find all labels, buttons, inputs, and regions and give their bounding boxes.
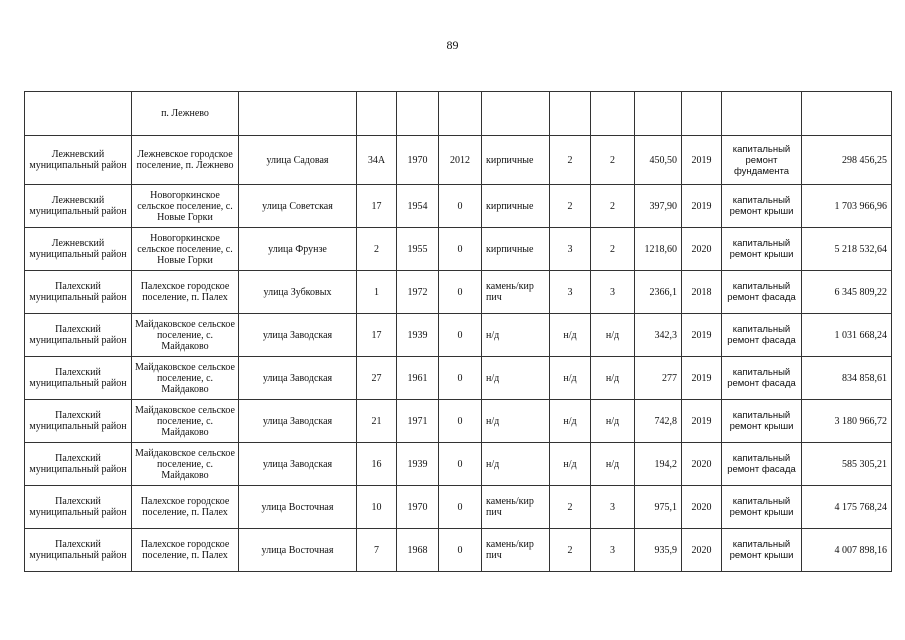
house-cell: 27 (357, 357, 397, 400)
district-cell: Палехский муниципальный район (25, 486, 132, 529)
year-overhaul-cell: 0 (439, 185, 482, 228)
work-type-cell: капитальный ремонт крыши (722, 486, 802, 529)
material-cell: н/д (482, 314, 550, 357)
material-cell (482, 92, 550, 136)
entrances-cell: 3 (591, 529, 635, 572)
work-type-cell: капитальный ремонт фасада (722, 271, 802, 314)
house-cell: 17 (357, 185, 397, 228)
year-overhaul-cell: 0 (439, 443, 482, 486)
year-overhaul-cell: 2012 (439, 136, 482, 185)
district-cell: Палехский муниципальный район (25, 271, 132, 314)
house-cell: 1 (357, 271, 397, 314)
year-built-cell: 1972 (397, 271, 439, 314)
floors-cell: н/д (550, 314, 591, 357)
street-cell: улица Восточная (239, 529, 357, 572)
cost-cell: 585 305,21 (802, 443, 892, 486)
area-cell: 1218,60 (635, 228, 682, 271)
year-built-cell: 1955 (397, 228, 439, 271)
house-cell: 10 (357, 486, 397, 529)
entrances-cell: 3 (591, 486, 635, 529)
street-cell: улица Заводская (239, 357, 357, 400)
area-cell: 397,90 (635, 185, 682, 228)
floors-cell: 2 (550, 185, 591, 228)
entrances-cell: 2 (591, 136, 635, 185)
street-cell: улица Заводская (239, 314, 357, 357)
area-cell: 2366,1 (635, 271, 682, 314)
entrances-cell: н/д (591, 443, 635, 486)
district-cell: Лежневский муниципальный район (25, 136, 132, 185)
plan-year-cell: 2019 (682, 400, 722, 443)
cost-cell: 4 175 768,24 (802, 486, 892, 529)
year-built-cell: 1961 (397, 357, 439, 400)
district-cell: Палехский муниципальный район (25, 357, 132, 400)
district-cell (25, 92, 132, 136)
material-cell: н/д (482, 443, 550, 486)
settlement-cell: Майдаковское сельское поселение, с. Майдаково (132, 443, 239, 486)
entrances-cell: 3 (591, 271, 635, 314)
work-type-cell: капитальный ремонт крыши (722, 400, 802, 443)
material-cell: камень/кир пич (482, 529, 550, 572)
table-row (25, 185, 892, 228)
work-type-cell: капитальный ремонт крыши (722, 529, 802, 572)
plan-year-cell: 2019 (682, 357, 722, 400)
table-row (25, 271, 892, 314)
area-cell: 975,1 (635, 486, 682, 529)
material-cell: кирпичные (482, 228, 550, 271)
material-cell: кирпичные (482, 136, 550, 185)
table-row (25, 400, 892, 443)
plan-year-cell (682, 92, 722, 136)
table-row (25, 228, 892, 271)
entrances-cell (591, 92, 635, 136)
settlement-cell: Новогоркинское сельское поселение, с. Новые Горки (132, 185, 239, 228)
material-cell: камень/кир пич (482, 271, 550, 314)
entrances-cell: 2 (591, 228, 635, 271)
plan-year-cell: 2020 (682, 486, 722, 529)
floors-cell: 2 (550, 486, 591, 529)
year-built-cell: 1971 (397, 400, 439, 443)
area-cell: 277 (635, 357, 682, 400)
year-built-cell: 1939 (397, 314, 439, 357)
year-overhaul-cell: 0 (439, 357, 482, 400)
table-row (25, 357, 892, 400)
entrances-cell: н/д (591, 314, 635, 357)
settlement-cell: Палехское городское поселение, п. Палех (132, 271, 239, 314)
cost-cell: 1 031 668,24 (802, 314, 892, 357)
year-built-cell: 1939 (397, 443, 439, 486)
district-cell: Палехский муниципальный район (25, 314, 132, 357)
year-overhaul-cell: 0 (439, 314, 482, 357)
settlement-cell: Палехское городское поселение, п. Палех (132, 529, 239, 572)
year-built-cell: 1970 (397, 136, 439, 185)
plan-year-cell: 2020 (682, 529, 722, 572)
floors-cell: н/д (550, 443, 591, 486)
street-cell (239, 92, 357, 136)
house-cell: 17 (357, 314, 397, 357)
material-cell: камень/кир пич (482, 486, 550, 529)
cost-cell: 5 218 532,64 (802, 228, 892, 271)
table-row-continued (25, 92, 892, 136)
year-overhaul-cell (439, 92, 482, 136)
street-cell: улица Зубковых (239, 271, 357, 314)
settlement-cell: п. Лежнево (132, 92, 239, 136)
district-cell: Лежневский муниципальный район (25, 228, 132, 271)
floors-cell: 3 (550, 228, 591, 271)
work-type-cell: капитальный ремонт крыши (722, 185, 802, 228)
floors-cell: 2 (550, 529, 591, 572)
settlement-cell: Майдаковское сельское поселение, с. Майдаково (132, 400, 239, 443)
cost-cell: 3 180 966,72 (802, 400, 892, 443)
street-cell: улица Заводская (239, 400, 357, 443)
entrances-cell: н/д (591, 357, 635, 400)
cost-cell: 298 456,25 (802, 136, 892, 185)
plan-year-cell: 2020 (682, 228, 722, 271)
work-type-cell: капитальный ремонт крыши (722, 228, 802, 271)
year-built-cell (397, 92, 439, 136)
page-number: 89 (446, 38, 459, 52)
plan-year-cell: 2018 (682, 271, 722, 314)
house-cell: 7 (357, 529, 397, 572)
work-type-cell: капитальный ремонт фундамента (722, 136, 802, 185)
entrances-cell: 2 (591, 185, 635, 228)
house-cell: 16 (357, 443, 397, 486)
material-cell: н/д (482, 357, 550, 400)
floors-cell: 3 (550, 271, 591, 314)
year-overhaul-cell: 0 (439, 529, 482, 572)
work-type-cell: капитальный ремонт фасада (722, 314, 802, 357)
settlement-cell: Майдаковское сельское поселение, с. Майдаково (132, 357, 239, 400)
plan-year-cell: 2019 (682, 136, 722, 185)
table-body (25, 92, 892, 572)
material-cell: кирпичные (482, 185, 550, 228)
year-built-cell: 1968 (397, 529, 439, 572)
plan-year-cell: 2019 (682, 185, 722, 228)
floors-cell: н/д (550, 400, 591, 443)
street-cell: улица Заводская (239, 443, 357, 486)
floors-cell (550, 92, 591, 136)
settlement-cell: Новогоркинское сельское поселение, с. Новые Горки (132, 228, 239, 271)
table-row (25, 136, 892, 185)
year-overhaul-cell: 0 (439, 228, 482, 271)
plan-year-cell: 2019 (682, 314, 722, 357)
table-row (25, 529, 892, 572)
work-type-cell: капитальный ремонт фасада (722, 357, 802, 400)
cost-cell: 4 007 898,16 (802, 529, 892, 572)
area-cell: 194,2 (635, 443, 682, 486)
table-row (25, 443, 892, 486)
settlement-cell: Лежневское городское поселение, п. Лежнево (132, 136, 239, 185)
housing-repair-table (24, 91, 892, 572)
district-cell: Палехский муниципальный район (25, 400, 132, 443)
cost-cell: 1 703 966,96 (802, 185, 892, 228)
cost-cell (802, 92, 892, 136)
house-cell (357, 92, 397, 136)
year-built-cell: 1954 (397, 185, 439, 228)
year-built-cell: 1970 (397, 486, 439, 529)
settlement-cell: Палехское городское поселение, п. Палех (132, 486, 239, 529)
street-cell: улица Фрунзе (239, 228, 357, 271)
entrances-cell: н/д (591, 400, 635, 443)
settlement-cell: Майдаковское сельское поселение, с. Майдаково (132, 314, 239, 357)
year-overhaul-cell: 0 (439, 400, 482, 443)
table-row (25, 314, 892, 357)
material-cell: н/д (482, 400, 550, 443)
street-cell: улица Советская (239, 185, 357, 228)
area-cell: 342,3 (635, 314, 682, 357)
plan-year-cell: 2020 (682, 443, 722, 486)
house-cell: 34А (357, 136, 397, 185)
year-overhaul-cell: 0 (439, 271, 482, 314)
work-type-cell: капитальный ремонт фасада (722, 443, 802, 486)
district-cell: Лежневский муниципальный район (25, 185, 132, 228)
cost-cell: 834 858,61 (802, 357, 892, 400)
area-cell (635, 92, 682, 136)
floors-cell: н/д (550, 357, 591, 400)
table-row (25, 486, 892, 529)
area-cell: 742,8 (635, 400, 682, 443)
street-cell: улица Садовая (239, 136, 357, 185)
area-cell: 450,50 (635, 136, 682, 185)
work-type-cell (722, 92, 802, 136)
house-cell: 21 (357, 400, 397, 443)
area-cell: 935,9 (635, 529, 682, 572)
district-cell: Палехский муниципальный район (25, 443, 132, 486)
year-overhaul-cell: 0 (439, 486, 482, 529)
floors-cell: 2 (550, 136, 591, 185)
house-cell: 2 (357, 228, 397, 271)
street-cell: улица Восточная (239, 486, 357, 529)
district-cell: Палехский муниципальный район (25, 529, 132, 572)
cost-cell: 6 345 809,22 (802, 271, 892, 314)
